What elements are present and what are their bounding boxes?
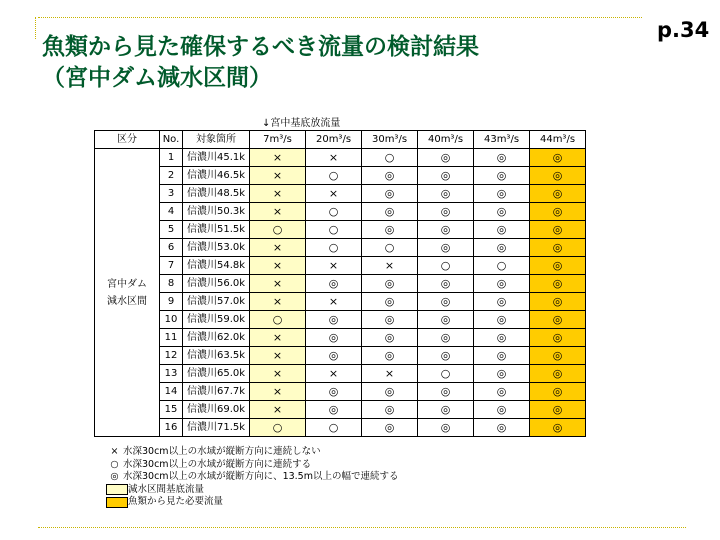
legend-mark-cross: × [110,446,119,457]
evaluation-cell: × [362,365,418,383]
evaluation-cell: ○ [306,419,362,437]
evaluation-cell: × [250,293,306,311]
evaluation-cell: ○ [250,419,306,437]
table-row [95,383,586,401]
legend-item-base-flow [106,484,398,497]
evaluation-cell: ○ [306,221,362,239]
evaluation-cell: × [250,383,306,401]
evaluation-cell: ◎ [474,419,530,437]
evaluation-cell: ◎ [418,221,474,239]
evaluation-cell: ○ [418,365,474,383]
evaluation-cell: ◎ [418,239,474,257]
header-flow-44: 44m³/s [530,131,586,149]
legend-item-cross [106,446,398,459]
evaluation-cell: ◎ [362,203,418,221]
evaluation-cell: ◎ [474,383,530,401]
evaluation-cell: ◎ [362,329,418,347]
evaluation-cell: ◎ [418,203,474,221]
evaluation-cell: ○ [306,239,362,257]
evaluation-cell: ◎ [362,275,418,293]
evaluation-cell: × [250,149,306,167]
legend-text-circle: 水深30cm以上の水域が縦断方向に連続する [123,458,312,470]
evaluation-cell: ◎ [418,275,474,293]
row-number: 1 [160,149,183,167]
evaluation-cell: ◎ [418,311,474,329]
table-row [95,185,586,203]
evaluation-cell: ○ [306,203,362,221]
evaluation-cell: × [362,257,418,275]
evaluation-cell: ◎ [530,401,586,419]
evaluation-cell: × [306,257,362,275]
table-row [95,257,586,275]
evaluation-cell: × [306,293,362,311]
row-number: 2 [160,167,183,185]
evaluation-cell: ◎ [418,149,474,167]
page-number: p.34 [657,18,710,42]
evaluation-cell: × [250,329,306,347]
header-flow-43: 43m³/s [474,131,530,149]
evaluation-cell: ○ [474,257,530,275]
evaluation-cell: ◎ [306,383,362,401]
evaluation-cell: ◎ [530,347,586,365]
evaluation-cell: × [250,239,306,257]
evaluation-cell: ◎ [474,221,530,239]
row-number: 12 [160,347,183,365]
row-number: 15 [160,401,183,419]
evaluation-cell: ◎ [362,347,418,365]
table-row [95,149,586,167]
table-row [95,401,586,419]
results-table [94,130,586,437]
section-label-line: 減水区間 [107,295,147,307]
evaluation-cell: ◎ [306,329,362,347]
evaluation-cell: ◎ [306,275,362,293]
evaluation-cell: ◎ [362,383,418,401]
evaluation-cell: ◎ [530,221,586,239]
row-location: 信濃川46.5k [183,167,250,185]
evaluation-cell: ◎ [530,167,586,185]
evaluation-cell: ◎ [530,293,586,311]
evaluation-cell: × [250,185,306,203]
evaluation-cell: ○ [418,257,474,275]
evaluation-cell: ◎ [530,311,586,329]
evaluation-cell: ◎ [362,293,418,311]
legend-mark-double-circle: ◎ [110,471,119,482]
evaluation-cell: ◎ [362,167,418,185]
header-flow-30: 30m³/s [362,131,418,149]
evaluation-cell: ◎ [474,239,530,257]
row-number: 14 [160,383,183,401]
row-number: 13 [160,365,183,383]
legend-text-base-flow: 減水区間基底流量 [128,483,205,495]
evaluation-cell: ○ [250,221,306,239]
evaluation-cell: ◎ [474,365,530,383]
evaluation-cell: × [306,365,362,383]
bottom-decor-rule [38,527,686,528]
legend-item-double-circle [106,471,398,484]
evaluation-cell: ◎ [418,185,474,203]
row-location: 信濃川59.0k [183,311,250,329]
evaluation-cell: ◎ [474,203,530,221]
legend-text-required-flow: 魚類から見た必要流量 [128,496,224,507]
evaluation-cell: ◎ [306,401,362,419]
row-number: 11 [160,329,183,347]
header-no: No. [160,131,183,149]
evaluation-cell: ◎ [474,185,530,203]
evaluation-cell: ◎ [362,311,418,329]
table-row [95,365,586,383]
table-row [95,239,586,257]
section-cell [95,149,160,437]
header-flow-20: 20m³/s [306,131,362,149]
evaluation-cell: ◎ [474,293,530,311]
table-header-row [95,131,586,149]
evaluation-cell: ◎ [530,239,586,257]
row-location: 信濃川53.0k [183,239,250,257]
evaluation-cell: ◎ [418,383,474,401]
row-location: 信濃川54.8k [183,257,250,275]
evaluation-cell: ◎ [418,347,474,365]
row-location: 信濃川48.5k [183,185,250,203]
base-flow-annotation: ↓宮中基底放流量 [262,118,341,129]
row-location: 信濃川69.0k [183,401,250,419]
page-title [42,32,642,94]
table-row [95,167,586,185]
evaluation-cell: × [250,347,306,365]
evaluation-cell: ◎ [474,401,530,419]
evaluation-cell: ◎ [306,311,362,329]
evaluation-cell: ◎ [530,383,586,401]
row-number: 3 [160,185,183,203]
evaluation-cell: ○ [250,311,306,329]
row-location: 信濃川67.7k [183,383,250,401]
evaluation-cell: × [306,149,362,167]
evaluation-cell: ○ [362,239,418,257]
evaluation-cell: ○ [306,167,362,185]
evaluation-cell: × [250,203,306,221]
table-row [95,311,586,329]
table-row [95,293,586,311]
evaluation-cell: ◎ [362,419,418,437]
header-location: 対象箇所 [183,131,250,149]
evaluation-cell: ◎ [530,185,586,203]
evaluation-cell: ◎ [306,347,362,365]
header-flow-7: 7m³/s [250,131,306,149]
row-location: 信濃川56.0k [183,275,250,293]
table-row [95,419,586,437]
row-location: 信濃川51.5k [183,221,250,239]
evaluation-cell: ◎ [530,419,586,437]
row-number: 16 [160,419,183,437]
evaluation-cell: ◎ [474,275,530,293]
evaluation-cell: ◎ [474,311,530,329]
row-location: 信濃川63.5k [183,347,250,365]
evaluation-cell: ◎ [362,185,418,203]
table-row [95,329,586,347]
title-line-2: （宮中ダム減水区間） [42,65,272,91]
table-row [95,203,586,221]
row-number: 7 [160,257,183,275]
evaluation-cell: × [306,185,362,203]
evaluation-cell: ◎ [530,329,586,347]
legend [106,446,398,509]
row-location: 信濃川71.5k [183,419,250,437]
evaluation-cell: × [250,257,306,275]
legend-mark-circle: ○ [110,458,119,470]
legend-text-cross: 水深30cm以上の水域が縦断方向に連続しない [123,446,321,457]
legend-item-required-flow [106,496,398,509]
evaluation-cell: ◎ [474,329,530,347]
row-location: 信濃川65.0k [183,365,250,383]
section-label-line: 宮中ダム [107,278,147,290]
header-flow-40: 40m³/s [418,131,474,149]
evaluation-cell: ○ [362,149,418,167]
legend-swatch-base-flow [106,484,128,495]
table-row [95,275,586,293]
row-number: 6 [160,239,183,257]
evaluation-cell: ◎ [362,221,418,239]
evaluation-cell: ◎ [530,257,586,275]
evaluation-cell: ◎ [474,167,530,185]
header-section: 区分 [95,131,160,149]
row-location: 信濃川50.3k [183,203,250,221]
row-number: 9 [160,293,183,311]
evaluation-cell: ◎ [418,167,474,185]
table-row [95,347,586,365]
legend-item-circle [106,459,398,472]
row-number: 10 [160,311,183,329]
row-number: 4 [160,203,183,221]
left-decor-rule [35,17,36,39]
evaluation-cell: × [250,275,306,293]
evaluation-cell: ◎ [530,365,586,383]
evaluation-cell: ◎ [418,293,474,311]
row-location: 信濃川45.1k [183,149,250,167]
evaluation-cell: ◎ [418,329,474,347]
legend-swatch-required-flow [106,497,128,508]
legend-text-double-circle: 水深30cm以上の水域が縦断方向に、13.5m以上の幅で連続する [123,471,399,482]
evaluation-cell: × [250,167,306,185]
evaluation-cell: ◎ [362,401,418,419]
row-location: 信濃川57.0k [183,293,250,311]
row-number: 5 [160,221,183,239]
evaluation-cell: × [250,365,306,383]
evaluation-cell: ◎ [474,347,530,365]
top-decor-rule [38,17,642,18]
table-row [95,221,586,239]
row-number: 8 [160,275,183,293]
evaluation-cell: × [250,401,306,419]
evaluation-cell: ◎ [474,149,530,167]
evaluation-cell: ◎ [530,203,586,221]
evaluation-cell: ◎ [418,401,474,419]
evaluation-cell: ◎ [530,275,586,293]
evaluation-cell: ◎ [530,149,586,167]
title-line-1: 魚類から見た確保するべき流量の検討結果 [42,34,479,60]
evaluation-cell: ◎ [418,419,474,437]
row-location: 信濃川62.0k [183,329,250,347]
